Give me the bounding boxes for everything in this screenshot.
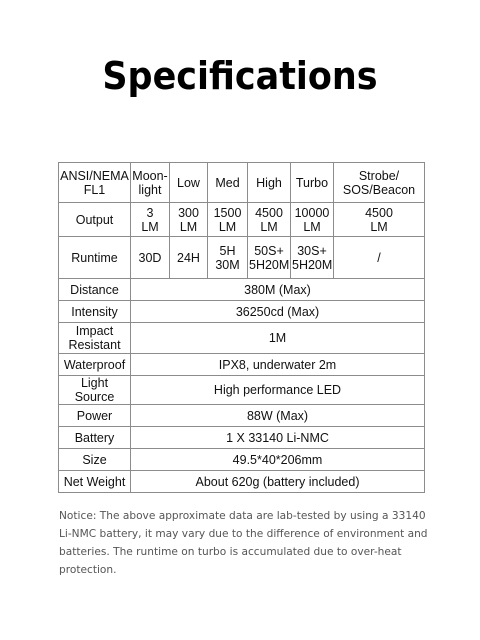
header-cell-turbo: Turbo — [291, 163, 334, 203]
row-label: Power — [59, 405, 131, 427]
row-value: 1M — [131, 323, 425, 354]
row-value: 36250cd (Max) — [131, 301, 425, 323]
table-cell: 4500 LM — [334, 203, 425, 237]
header-cell-standard: ANSI/NEMA FL1 — [59, 163, 131, 203]
table-row-intensity — [59, 301, 425, 323]
row-value: About 620g (battery included) — [131, 471, 425, 493]
header-cell-med: Med — [208, 163, 248, 203]
page-title: Specifications — [102, 54, 378, 98]
table-header-row — [59, 163, 425, 203]
header-cell-strobe: Strobe/ SOS/Beacon — [334, 163, 425, 203]
table-row-light-source — [59, 376, 425, 405]
table-row-size — [59, 449, 425, 471]
row-label: Battery — [59, 427, 131, 449]
table-cell: 3 LM — [131, 203, 170, 237]
table-row-net-weight — [59, 471, 425, 493]
header-cell-high: High — [248, 163, 291, 203]
row-label: Net Weight — [59, 471, 131, 493]
row-label: Size — [59, 449, 131, 471]
row-value: 380M (Max) — [131, 279, 425, 301]
row-label: Waterproof — [59, 354, 131, 376]
notice-text: Notice: The above approximate data are lab-tested by using a 33140 Li-NMC battery, it may vary due to the difference of environment and batteries. The runtime on turbo is accumulated due to over-heat protection. — [59, 510, 428, 576]
row-label: Output — [59, 203, 131, 237]
row-value: High performance LED — [131, 376, 425, 405]
table-cell: 1500 LM — [208, 203, 248, 237]
row-value: IPX8, underwater 2m — [131, 354, 425, 376]
specifications-table — [58, 162, 425, 493]
table-cell: 4500 LM — [248, 203, 291, 237]
table-cell: 24H — [170, 237, 208, 279]
row-label: Runtime — [59, 237, 131, 279]
table-row-runtime — [59, 237, 425, 279]
table-cell: 50S+ 5H20M — [248, 237, 291, 279]
table-cell: 300 LM — [170, 203, 208, 237]
table-cell: 10000 LM — [291, 203, 334, 237]
header-cell-low: Low — [170, 163, 208, 203]
table-cell: / — [334, 237, 425, 279]
row-value: 88W (Max) — [131, 405, 425, 427]
table-row-power — [59, 405, 425, 427]
row-label: Impact Resistant — [59, 323, 131, 354]
row-label: Distance — [59, 279, 131, 301]
row-value: 49.5*40*206mm — [131, 449, 425, 471]
table-row-distance — [59, 279, 425, 301]
table-row-impact-resistant — [59, 323, 425, 354]
row-value: 1 X 33140 Li-NMC — [131, 427, 425, 449]
table-row-waterproof — [59, 354, 425, 376]
table-cell: 30D — [131, 237, 170, 279]
row-label: Intensity — [59, 301, 131, 323]
table-cell: 5H 30M — [208, 237, 248, 279]
table-row-output — [59, 203, 425, 237]
table-row-battery — [59, 427, 425, 449]
row-label: Light Source — [59, 376, 131, 405]
header-cell-moonlight: Moon- light — [131, 163, 170, 203]
table-cell: 30S+ 5H20M — [291, 237, 334, 279]
